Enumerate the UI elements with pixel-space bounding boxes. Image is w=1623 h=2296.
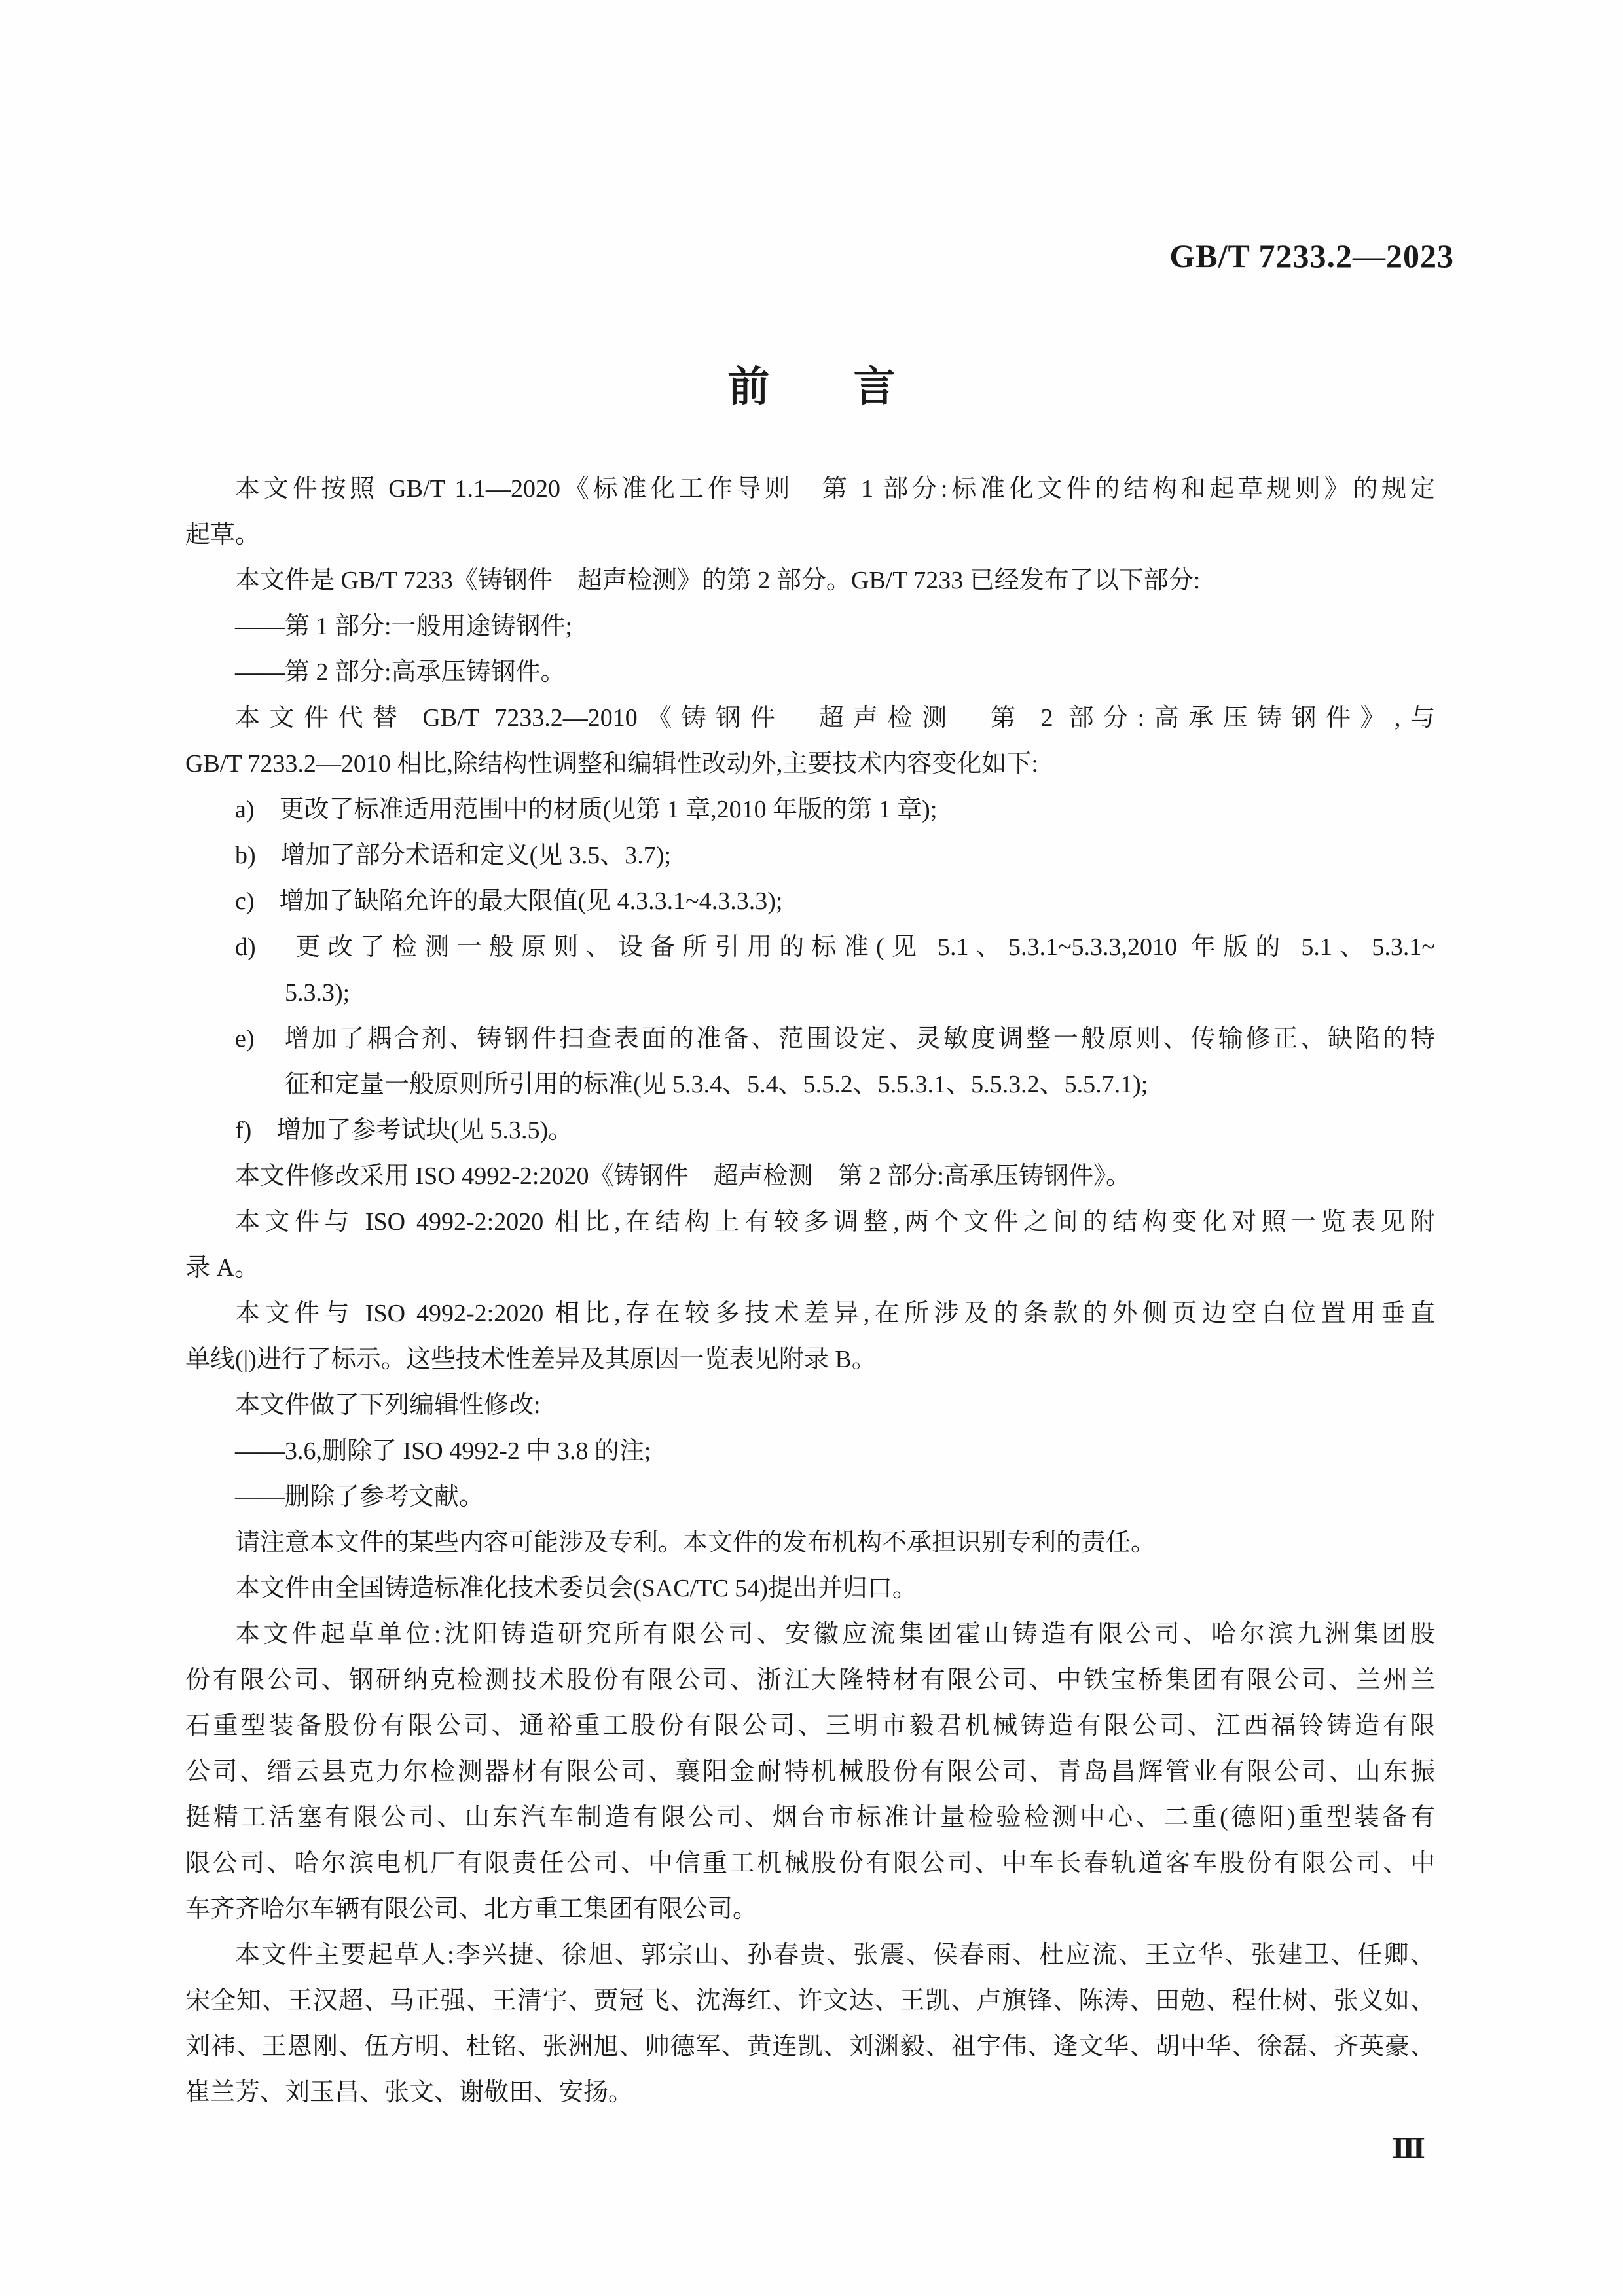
text-line: d) 更改了检测一般原则、设备所引用的标准(见 5.1、5.3.1~5.3.3,2010 年版的 5.1、5.3.1~: [235, 933, 1435, 961]
text-line: 征和定量一般原则所引用的标准(见 5.3.4、5.4、5.5.2、5.5.3.1、5.5.3.2、5.5.7.1);: [285, 1071, 1148, 1098]
text-line: 本文件起草单位:沈阳铸造研究所有限公司、安徽应流集团霍山铸造有限公司、哈尔滨九洲集团股: [235, 1621, 1435, 1648]
text-line: b) 增加了部分术语和定义(见 3.5、3.7);: [235, 842, 672, 869]
text-line: 请注意本文件的某些内容可能涉及专利。本文件的发布机构不承担识别专利的责任。: [235, 1529, 1156, 1556]
text-line: f) 增加了参考试块(见 5.3.5)。: [235, 1117, 574, 1144]
text-line: 5.3.3);: [285, 979, 350, 1007]
text-line: c) 增加了缺陷允许的最大限值(见 4.3.3.1~4.3.3.3);: [235, 888, 783, 915]
text-line: ——第 1 部分:一般用途铸钢件;: [235, 613, 573, 640]
page-title: 前 言: [727, 363, 896, 410]
page-number: Ⅲ: [1392, 2134, 1426, 2164]
text-line: 本文件是 GB/T 7233《铸钢件 超声检测》的第 2 部分。GB/T 7233 已经发布了以下部分:: [235, 567, 1201, 594]
text-line: 起草。: [185, 521, 261, 548]
text-line: 本文件修改采用 ISO 4992-2:2020《铸钢件 超声检测 第 2 部分:高承压铸钢件》。: [235, 1162, 1131, 1190]
text-line: 单线(|)进行了标示。这些技术性差异及其原因一览表见附录 B。: [185, 1346, 877, 1373]
standard-number: GB/T 7233.2—2023: [1169, 238, 1454, 274]
text-line: 车齐齐哈尔车辆有限公司、北方重工集团有限公司。: [185, 1895, 758, 1923]
text-line: ——删除了参考文献。: [235, 1483, 484, 1511]
text-line: 宋全知、王汉超、马正强、王清宇、贾冠飞、沈海红、许文达、王凯、卢旗锋、陈涛、田勊、程仕树、张义如、: [185, 1987, 1435, 2015]
text-line: 本文件与 ISO 4992-2:2020 相比,在结构上有较多调整,两个文件之间的结构变化对照一览表见附: [235, 1208, 1435, 1236]
text-line: 本文件主要起草人:李兴捷、徐旭、郭宗山、孙春贵、张震、侯春雨、杜应流、王立华、张建卫、任卿、: [235, 1941, 1435, 1969]
text-line: 本文件按照 GB/T 1.1—2020《标准化工作导则 第 1 部分:标准化文件的结构和起草规则》的规定: [235, 475, 1435, 503]
text-line: ——第 2 部分:高承压铸钢件。: [235, 658, 566, 686]
text-line: 刘祎、王恩刚、伍方明、杜铭、张洲旭、帅德军、黄连凯、刘渊毅、祖宇伟、逄文华、胡中华、徐磊、齐英豪、: [185, 2033, 1435, 2060]
text-line: e) 增加了耦合剂、铸钢件扫查表面的准备、范围设定、灵敏度调整一般原则、传输修正、缺陷的特: [235, 1025, 1435, 1052]
text-line: 份有限公司、钢研纳克检测技术股份有限公司、浙江大隆特材有限公司、中铁宝桥集团有限公司、兰州兰: [185, 1666, 1435, 1694]
text-line: 公司、缙云县克力尔检测器材有限公司、襄阳金耐特机械股份有限公司、青岛昌辉管业有限公司、山东振: [185, 1758, 1435, 1785]
text-line: a) 更改了标准适用范围中的材质(见第 1 章,2010 年版的第 1 章);: [235, 796, 938, 823]
text-line: 崔兰芳、刘玉昌、张文、谢敬田、安扬。: [185, 2079, 634, 2106]
text-line: 本文件代替 GB/T 7233.2—2010《铸钢件 超声检测 第 2 部分:高承压铸钢件》,与: [235, 704, 1435, 732]
text-line: 本文件做了下列编辑性修改:: [235, 1391, 541, 1419]
text-line: GB/T 7233.2—2010 相比,除结构性调整和编辑性改动外,主要技术内容变化如下:: [185, 750, 1038, 778]
text-line: 挺精工活塞有限公司、山东汽车制造有限公司、烟台市标准计量检验检测中心、二重(德阳)重型装备有: [185, 1804, 1435, 1831]
text-line: 石重型装备股份有限公司、通裕重工股份有限公司、三明市毅君机械铸造有限公司、江西福铃铸造有限: [185, 1712, 1435, 1740]
foreword-body: [185, 466, 1435, 2115]
text-line: 录 A。: [185, 1254, 259, 1282]
text-line: 限公司、哈尔滨电机厂有限责任公司、中信重工机械股份有限公司、中车长春轨道客车股份有限公司、中: [185, 1850, 1435, 1877]
text-line: ——3.6,删除了 ISO 4992-2 中 3.8 的注;: [235, 1437, 651, 1465]
text-line: 本文件与 ISO 4992-2:2020 相比,存在较多技术差异,在所涉及的条款的外侧页边空白位置用垂直: [235, 1300, 1435, 1327]
text-line: 本文件由全国铸造标准化技术委员会(SAC/TC 54)提出并归口。: [235, 1575, 917, 1602]
